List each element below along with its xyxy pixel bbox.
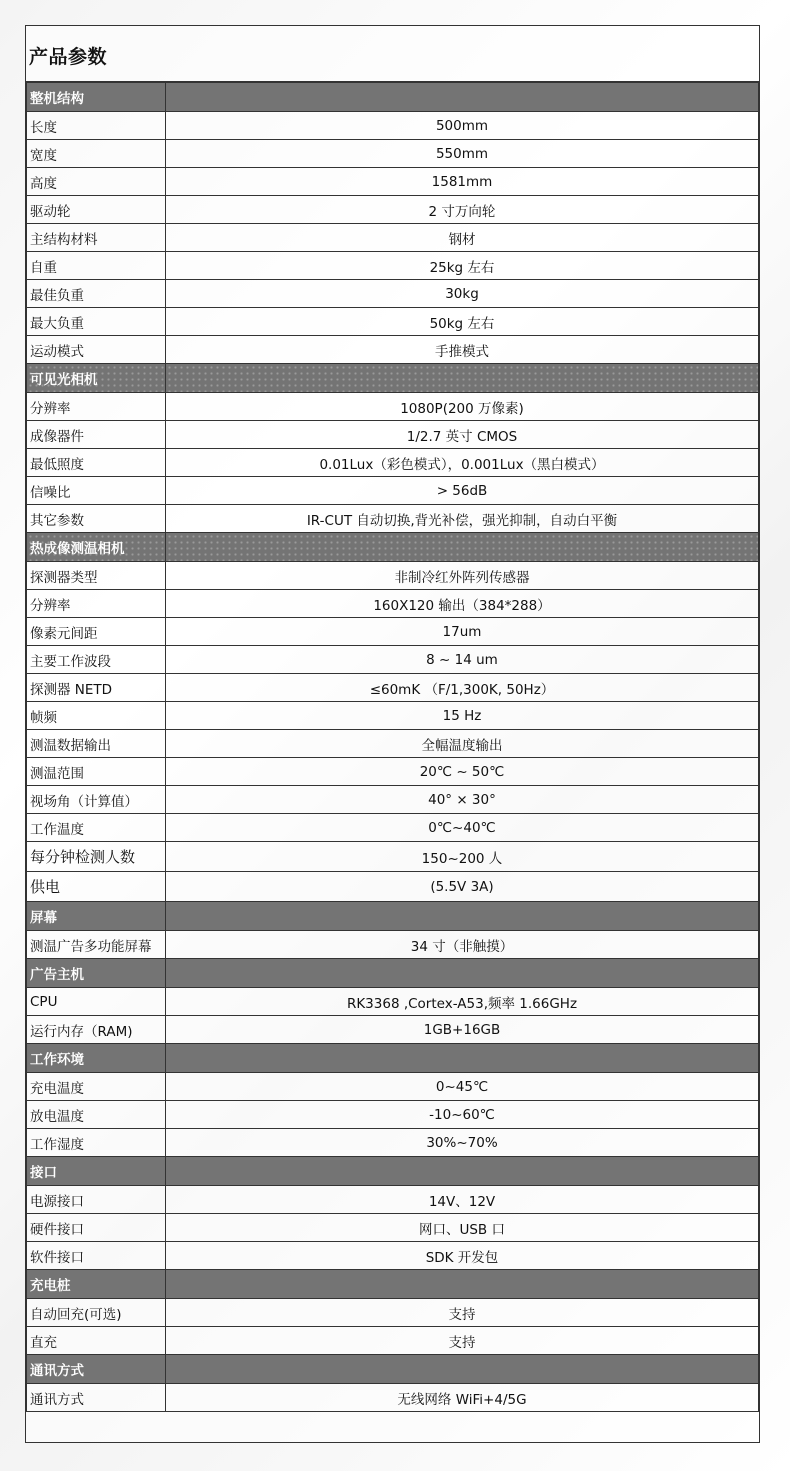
section-header-fill [166, 959, 759, 988]
spec-value: 160X120 输出（384*288） [166, 590, 759, 618]
spec-value: 8 ~ 14 um [166, 646, 759, 674]
spec-label: CPU [27, 988, 166, 1016]
spec-row [27, 112, 759, 140]
spec-label: 成像器件 [27, 421, 166, 449]
spec-value: 0~45℃ [166, 1073, 759, 1101]
spec-value: RK3368 ,Cortex-A53,频率 1.66GHz [166, 988, 759, 1016]
spec-label: 测温数据输出 [27, 730, 166, 758]
spec-table [26, 82, 759, 1412]
section-title: 工作环境 [27, 1044, 166, 1073]
spec-row [27, 674, 759, 702]
page-title: 产品参数 [26, 26, 759, 82]
spec-label: 信噪比 [27, 477, 166, 505]
section-header-fill [166, 533, 759, 562]
spec-row [27, 393, 759, 421]
spec-row [27, 1073, 759, 1101]
spec-value: 40° × 30° [166, 786, 759, 814]
spec-value: > 56dB [166, 477, 759, 505]
spec-row [27, 730, 759, 758]
spec-row [27, 477, 759, 505]
spec-row [27, 280, 759, 308]
spec-value: 支持 [166, 1327, 759, 1355]
spec-row [27, 931, 759, 959]
spec-row [27, 842, 759, 872]
spec-row [27, 1101, 759, 1129]
spec-label: 宽度 [27, 140, 166, 168]
section-title: 接口 [27, 1157, 166, 1186]
spec-label: 最大负重 [27, 308, 166, 336]
section-header-fill [166, 1157, 759, 1186]
spec-row [27, 1299, 759, 1327]
spec-label: 硬件接口 [27, 1214, 166, 1242]
section-header-fill [166, 1044, 759, 1073]
spec-label: 探测器 NETD [27, 674, 166, 702]
spec-label: 探测器类型 [27, 562, 166, 590]
spec-row [27, 1242, 759, 1270]
section-title: 通讯方式 [27, 1355, 166, 1384]
section-header-fill [166, 83, 759, 112]
spec-label: 每分钟检测人数 [27, 842, 166, 872]
spec-row [27, 308, 759, 336]
spec-value: 20℃ ~ 50℃ [166, 758, 759, 786]
spec-value: 无线网络 WiFi+4/5G [166, 1384, 759, 1412]
spec-row [27, 1384, 759, 1412]
spec-value: 550mm [166, 140, 759, 168]
spec-value: 1581mm [166, 168, 759, 196]
spec-table-body [27, 83, 759, 1412]
section-header-row [27, 1157, 759, 1186]
spec-value: 网口、USB 口 [166, 1214, 759, 1242]
spec-label: 长度 [27, 112, 166, 140]
section-header-row [27, 83, 759, 112]
spec-label: 其它参数 [27, 505, 166, 533]
spec-label: 运行内存（RAM) [27, 1016, 166, 1044]
spec-label: 帧频 [27, 702, 166, 730]
spec-label: 通讯方式 [27, 1384, 166, 1412]
spec-value: 0℃~40℃ [166, 814, 759, 842]
spec-row [27, 988, 759, 1016]
spec-label: 测温范围 [27, 758, 166, 786]
spec-label: 像素元间距 [27, 618, 166, 646]
spec-label: 放电温度 [27, 1101, 166, 1129]
spec-label: 电源接口 [27, 1186, 166, 1214]
spec-value: 0.01Lux（彩色模式），0.001Lux（黑白模式） [166, 449, 759, 477]
spec-value: 30kg [166, 280, 759, 308]
section-header-fill [166, 1355, 759, 1384]
spec-row [27, 1327, 759, 1355]
spec-row [27, 1214, 759, 1242]
spec-value: (5.5V 3A) [166, 872, 759, 902]
spec-value: 钢材 [166, 224, 759, 252]
spec-row [27, 562, 759, 590]
spec-value: ≤60mK （F/1,300K, 50Hz） [166, 674, 759, 702]
spec-label: 充电温度 [27, 1073, 166, 1101]
spec-row [27, 1129, 759, 1157]
spec-row [27, 140, 759, 168]
spec-value: 1GB+16GB [166, 1016, 759, 1044]
spec-label: 工作温度 [27, 814, 166, 842]
spec-label: 分辨率 [27, 590, 166, 618]
spec-row [27, 702, 759, 730]
spec-value: 500mm [166, 112, 759, 140]
section-header-row [27, 1044, 759, 1073]
spec-value: IR-CUT 自动切换,背光补偿，强光抑制，自动白平衡 [166, 505, 759, 533]
spec-label: 主结构材料 [27, 224, 166, 252]
section-header-row [27, 533, 759, 562]
spec-row [27, 618, 759, 646]
spec-value: 2 寸万向轮 [166, 196, 759, 224]
section-header-row [27, 1270, 759, 1299]
spec-value: SDK 开发包 [166, 1242, 759, 1270]
spec-value: -10~60℃ [166, 1101, 759, 1129]
section-title: 可见光相机 [27, 364, 166, 393]
section-title: 广告主机 [27, 959, 166, 988]
spec-value: 14V、12V [166, 1186, 759, 1214]
spec-label: 工作湿度 [27, 1129, 166, 1157]
spec-row [27, 224, 759, 252]
spec-row [27, 786, 759, 814]
spec-value: 25kg 左右 [166, 252, 759, 280]
spec-label: 软件接口 [27, 1242, 166, 1270]
spec-label: 驱动轮 [27, 196, 166, 224]
section-title: 屏幕 [27, 902, 166, 931]
spec-value: 1080P(200 万像素) [166, 393, 759, 421]
section-header-row [27, 902, 759, 931]
spec-label: 自重 [27, 252, 166, 280]
spec-row [27, 1016, 759, 1044]
spec-value: 17um [166, 618, 759, 646]
spec-label: 视场角（计算值） [27, 786, 166, 814]
spec-label: 运动模式 [27, 336, 166, 364]
spec-label: 直充 [27, 1327, 166, 1355]
spec-label: 自动回充(可选) [27, 1299, 166, 1327]
spec-label: 分辨率 [27, 393, 166, 421]
spec-label: 高度 [27, 168, 166, 196]
spec-row [27, 758, 759, 786]
section-header-row [27, 959, 759, 988]
spec-value: 全幅温度输出 [166, 730, 759, 758]
spec-value: 1/2.7 英寸 CMOS [166, 421, 759, 449]
spec-label: 供电 [27, 872, 166, 902]
spec-row [27, 168, 759, 196]
spec-row [27, 590, 759, 618]
spec-row [27, 1186, 759, 1214]
section-header-fill [166, 902, 759, 931]
spec-label: 测温广告多功能屏幕 [27, 931, 166, 959]
spec-row [27, 646, 759, 674]
section-header-row [27, 1355, 759, 1384]
spec-row [27, 336, 759, 364]
spec-value: 15 Hz [166, 702, 759, 730]
section-header-fill [166, 364, 759, 393]
section-title: 整机结构 [27, 83, 166, 112]
spec-label: 最佳负重 [27, 280, 166, 308]
spec-row [27, 449, 759, 477]
spec-value: 支持 [166, 1299, 759, 1327]
section-title: 热成像测温相机 [27, 533, 166, 562]
spec-row [27, 814, 759, 842]
spec-row [27, 196, 759, 224]
spec-value: 150~200 人 [166, 842, 759, 872]
spec-value: 30%~70% [166, 1129, 759, 1157]
spec-sheet [25, 25, 760, 1443]
section-header-row [27, 364, 759, 393]
spec-row [27, 505, 759, 533]
spec-value: 非制冷红外阵列传感器 [166, 562, 759, 590]
spec-value: 50kg 左右 [166, 308, 759, 336]
spec-label: 最低照度 [27, 449, 166, 477]
spec-row [27, 252, 759, 280]
spec-row [27, 872, 759, 902]
section-title: 充电桩 [27, 1270, 166, 1299]
spec-row [27, 421, 759, 449]
spec-value: 34 寸（非触摸） [166, 931, 759, 959]
section-header-fill [166, 1270, 759, 1299]
spec-value: 手推模式 [166, 336, 759, 364]
spec-label: 主要工作波段 [27, 646, 166, 674]
